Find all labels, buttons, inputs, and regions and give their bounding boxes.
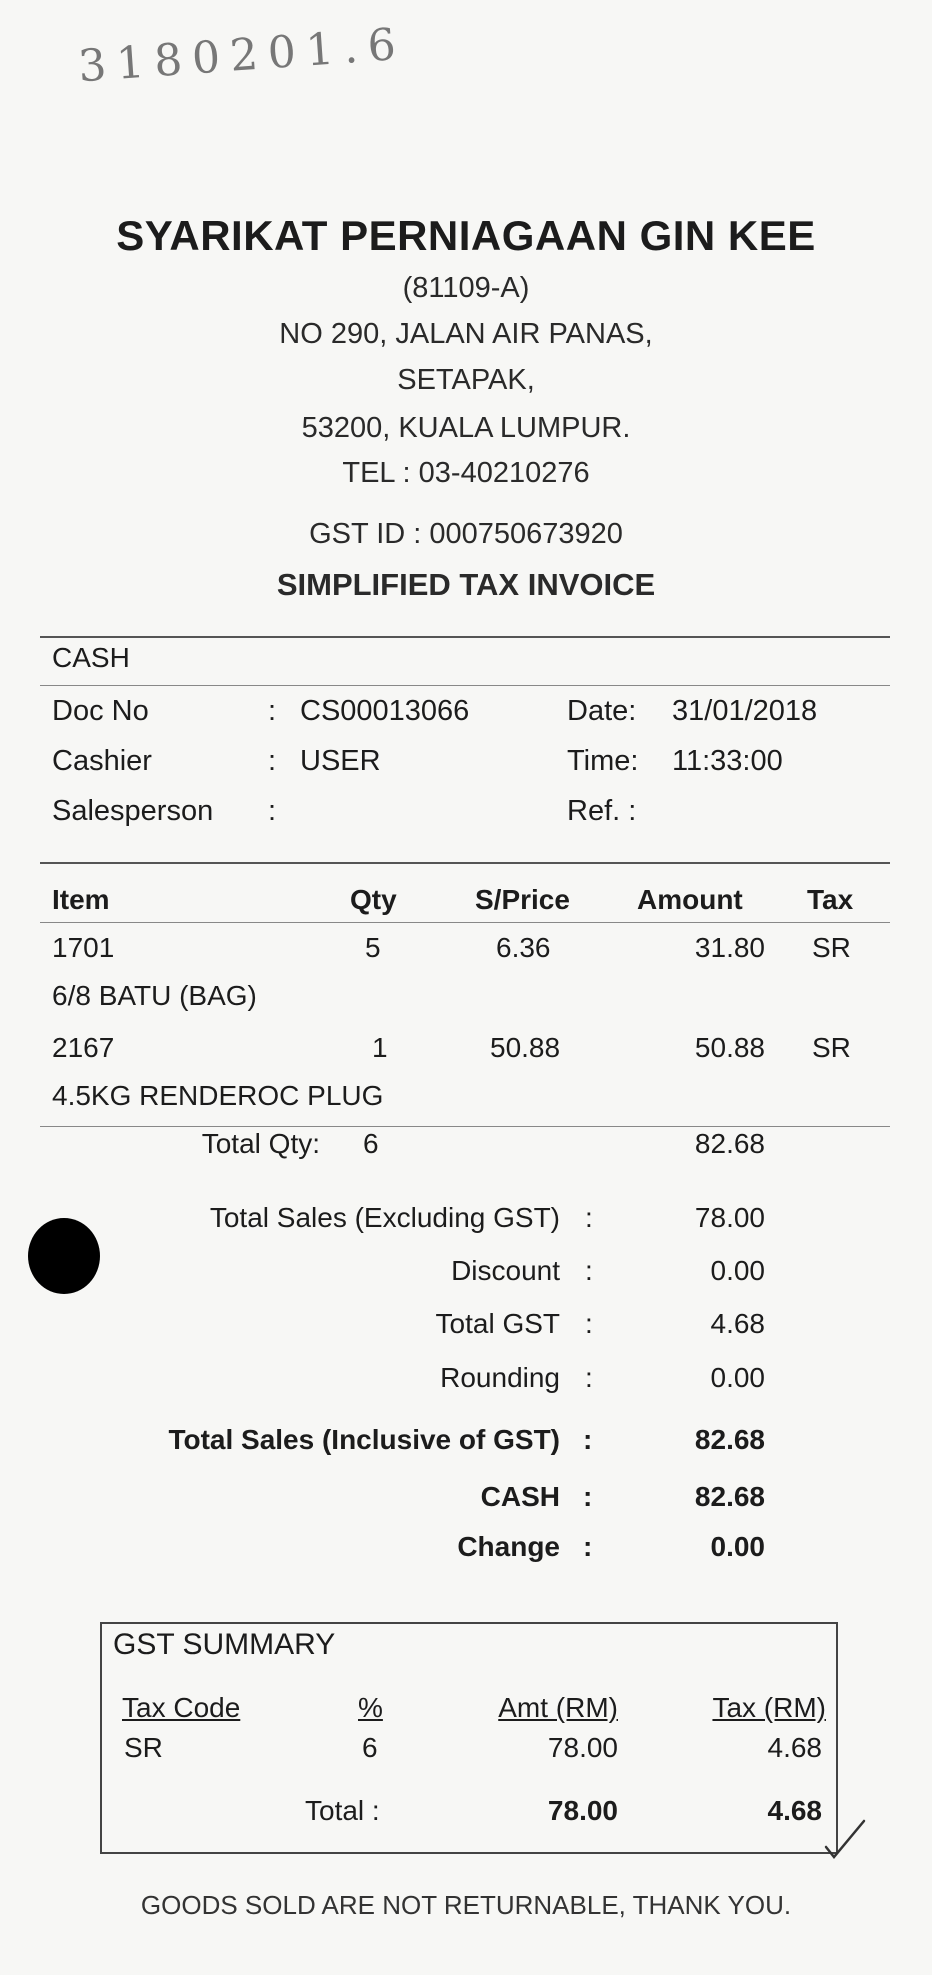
store-name: SYARIKAT PERNIAGAAN GIN KEE <box>116 212 816 259</box>
colon: : <box>268 695 277 727</box>
gst-header-amt: Amt (RM) <box>498 1692 618 1723</box>
item-code: 1701 <box>52 932 115 963</box>
item-description: 4.5KG RENDEROC PLUG <box>52 1080 384 1111</box>
gst-id: GST ID : 000750673920 <box>309 518 623 550</box>
divider <box>40 685 890 686</box>
doc-no-label: Doc No <box>52 695 149 727</box>
divider <box>40 922 890 923</box>
colon: : <box>583 1424 593 1455</box>
store-address-line-3: 53200, KUALA LUMPUR. <box>301 412 631 444</box>
store-address-line-2: SETAPAK, <box>397 364 535 396</box>
store-reg-no: (81109-A) <box>402 272 530 304</box>
time-label: Time: <box>567 745 639 777</box>
colon: : <box>268 745 277 777</box>
total-qty-value: 6 <box>363 1128 379 1159</box>
total-qty-amount: 82.68 <box>694 1128 765 1159</box>
colon: : <box>585 1255 593 1286</box>
totals-label: Total Sales (Inclusive of GST) <box>168 1424 560 1455</box>
totals-label: Total GST <box>435 1308 560 1339</box>
cashier-value: USER <box>300 745 381 777</box>
handwritten-note: 3180201.6 <box>76 18 408 93</box>
totals-value: 82.68 <box>694 1424 765 1455</box>
item-price: 6.36 <box>496 932 551 963</box>
gst-header-tax-code: Tax Code <box>122 1692 241 1723</box>
divider <box>40 862 890 864</box>
item-qty: 5 <box>365 932 381 963</box>
column-header-item: Item <box>52 884 110 915</box>
gst-amt: 78.00 <box>547 1732 618 1763</box>
gst-header-tax: Tax (RM) <box>712 1692 826 1723</box>
totals-value: 78.00 <box>694 1202 765 1233</box>
item-tax-code: SR <box>812 932 851 963</box>
colon: : <box>268 795 277 827</box>
colon: : <box>583 1481 593 1512</box>
gst-tax: 4.68 <box>767 1732 822 1763</box>
total-qty-label: Total Qty: <box>201 1128 320 1159</box>
check-mark-icon <box>820 1815 870 1865</box>
divider <box>40 636 890 638</box>
cashier-label: Cashier <box>52 745 152 777</box>
store-address-line-1: NO 290, JALAN AIR PANAS, <box>279 318 653 350</box>
colon: : <box>585 1362 593 1393</box>
colon: : <box>585 1308 593 1339</box>
totals-value: 0.00 <box>710 1531 765 1562</box>
store-tel: TEL : 03-40210276 <box>342 457 590 489</box>
divider <box>40 1126 890 1127</box>
ref-label: Ref. : <box>567 795 637 827</box>
colon: : <box>585 1202 593 1233</box>
date-label: Date: <box>567 695 637 727</box>
item-qty: 1 <box>372 1032 388 1063</box>
gst-total-label: Total : <box>305 1795 380 1826</box>
item-code: 2167 <box>52 1032 115 1063</box>
totals-value: 4.68 <box>710 1308 765 1339</box>
item-tax-code: SR <box>812 1032 851 1063</box>
item-price: 50.88 <box>490 1032 561 1063</box>
gst-header-percent: % <box>358 1692 383 1723</box>
totals-label: Rounding <box>440 1362 560 1393</box>
totals-label: Total Sales (Excluding GST) <box>209 1202 560 1233</box>
column-header-tax: Tax <box>807 884 854 915</box>
column-header-amount: Amount <box>637 884 743 915</box>
item-amount: 50.88 <box>694 1032 765 1063</box>
time-value: 11:33:00 <box>672 745 783 777</box>
footer-note: GOODS SOLD ARE NOT RETURNABLE, THANK YOU. <box>140 1890 792 1920</box>
column-header-price: S/Price <box>475 884 570 915</box>
totals-label: Change <box>457 1531 560 1562</box>
totals-value: 0.00 <box>710 1255 765 1286</box>
salesperson-label: Salesperson <box>52 795 214 827</box>
gst-tax-code: SR <box>124 1732 163 1763</box>
item-amount: 31.80 <box>694 932 765 963</box>
invoice-title: SIMPLIFIED TAX INVOICE <box>276 567 656 602</box>
date-value: 31/01/2018 <box>672 695 818 727</box>
payment-type: CASH <box>52 642 130 673</box>
column-header-qty: Qty <box>350 884 397 915</box>
totals-value: 0.00 <box>710 1362 765 1393</box>
doc-no-value: CS00013066 <box>300 695 470 727</box>
totals-label: Discount <box>451 1255 560 1286</box>
gst-total-tax: 4.68 <box>767 1795 822 1826</box>
gst-percent: 6 <box>362 1732 378 1763</box>
colon: : <box>583 1531 593 1562</box>
totals-value: 82.68 <box>694 1481 765 1512</box>
gst-total-amt: 78.00 <box>547 1795 618 1826</box>
gst-summary-title: GST SUMMARY <box>113 1628 336 1661</box>
item-description: 6/8 BATU (BAG) <box>52 980 257 1011</box>
totals-label: CASH <box>480 1481 560 1512</box>
